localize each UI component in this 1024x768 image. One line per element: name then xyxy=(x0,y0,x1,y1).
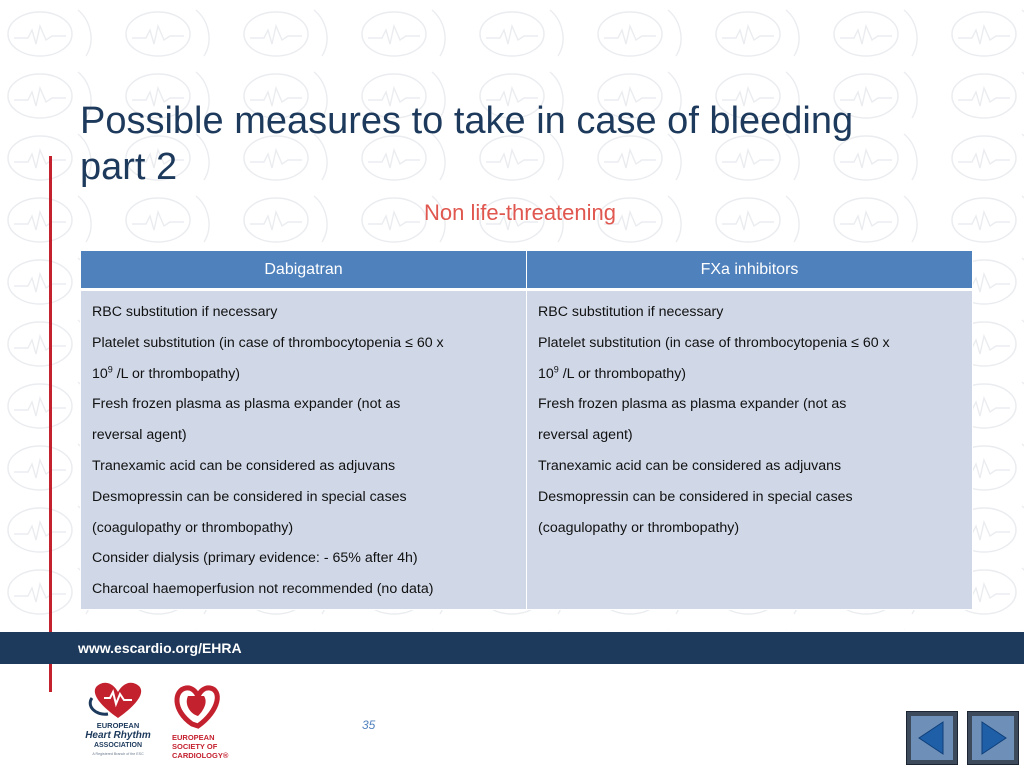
measure-line: RBC substitution if necessary xyxy=(538,304,724,320)
page-number: 35 xyxy=(362,718,376,732)
arrow-right-icon xyxy=(972,716,1014,760)
slide-title xyxy=(80,98,940,190)
measure-line: (coagulopathy or thrombopathy) xyxy=(538,519,740,536)
left-accent-rule xyxy=(49,156,52,692)
measure-line xyxy=(538,359,962,390)
measure-line: reversal agent) xyxy=(92,427,187,444)
measure-text: 10 xyxy=(92,365,108,382)
dabigatran-measures-cell xyxy=(81,290,527,610)
measure-line: Desmopressin can be considered in special cases xyxy=(92,488,407,505)
slide-title-line1: Possible measures to take in case of bleeding xyxy=(80,100,854,142)
measure-line: Consider dialysis (primary evidence: - 65% after 4h) xyxy=(92,550,418,567)
measure-line: Charcoal haemoperfusion not recommended (no data) xyxy=(92,581,434,598)
slide-title-line2: part 2 xyxy=(80,146,178,188)
esc-logo-text-3: CARDIOLOGY® xyxy=(172,751,229,760)
measures-table-container xyxy=(80,250,973,610)
measure-line: Fresh frozen plasma as plasma expander (not as xyxy=(92,396,401,413)
measure-line: Platelet substitution (in case of thrombocytopenia ≤ 60 x xyxy=(538,334,890,351)
measure-line: reversal agent) xyxy=(538,427,633,444)
measure-text: /L or thrombopathy) xyxy=(558,365,687,382)
previous-slide-button[interactable] xyxy=(906,711,958,765)
ehra-logo-text-1: EUROPEAN xyxy=(96,721,140,730)
ehra-logo-text-3: ASSOCIATION xyxy=(93,742,143,749)
table-header-row xyxy=(81,251,973,290)
measure-text: 10 xyxy=(538,365,554,382)
ehra-logo-text-4: A Registered Branch of the ESC xyxy=(92,752,144,756)
header-dabigatran: Dabigatran xyxy=(81,251,527,290)
measure-line: Platelet substitution (in case of thrombocytopenia ≤ 60 x xyxy=(92,334,444,351)
measure-line: Tranexamic acid can be considered as adjuvans xyxy=(92,457,396,474)
measure-line: (coagulopathy or thrombopathy) xyxy=(92,519,294,536)
esc-logo-text-1: EUROPEAN xyxy=(172,733,215,742)
measures-table xyxy=(80,250,973,610)
ehra-logo xyxy=(78,676,158,762)
measure-line: Desmopressin can be considered in special cases xyxy=(538,488,853,505)
esc-logo-text-2: SOCIETY OF xyxy=(172,742,218,751)
ehra-logo-text-2: Heart Rhythm xyxy=(85,730,151,741)
next-slide-button[interactable] xyxy=(967,711,1019,765)
measure-line: Tranexamic acid can be considered as adjuvans xyxy=(538,457,842,474)
measure-line: Fresh frozen plasma as plasma expander (not as xyxy=(538,396,847,413)
superscript: 9 xyxy=(553,363,559,374)
table-row xyxy=(81,290,973,610)
slide-subtitle: Non life-threatening xyxy=(423,200,616,225)
esc-logo xyxy=(168,680,240,764)
measure-line: RBC substitution if necessary xyxy=(92,304,278,320)
arrow-left-icon xyxy=(911,716,953,760)
measure-line xyxy=(92,359,516,390)
fxa-measures-cell xyxy=(527,290,973,610)
superscript: 9 xyxy=(107,363,113,374)
footer-url-link[interactable]: www.escardio.org/EHRA xyxy=(78,640,242,656)
measure-text: /L or thrombopathy) xyxy=(112,365,241,382)
header-fxa-inhibitors: FXa inhibitors xyxy=(527,251,973,290)
